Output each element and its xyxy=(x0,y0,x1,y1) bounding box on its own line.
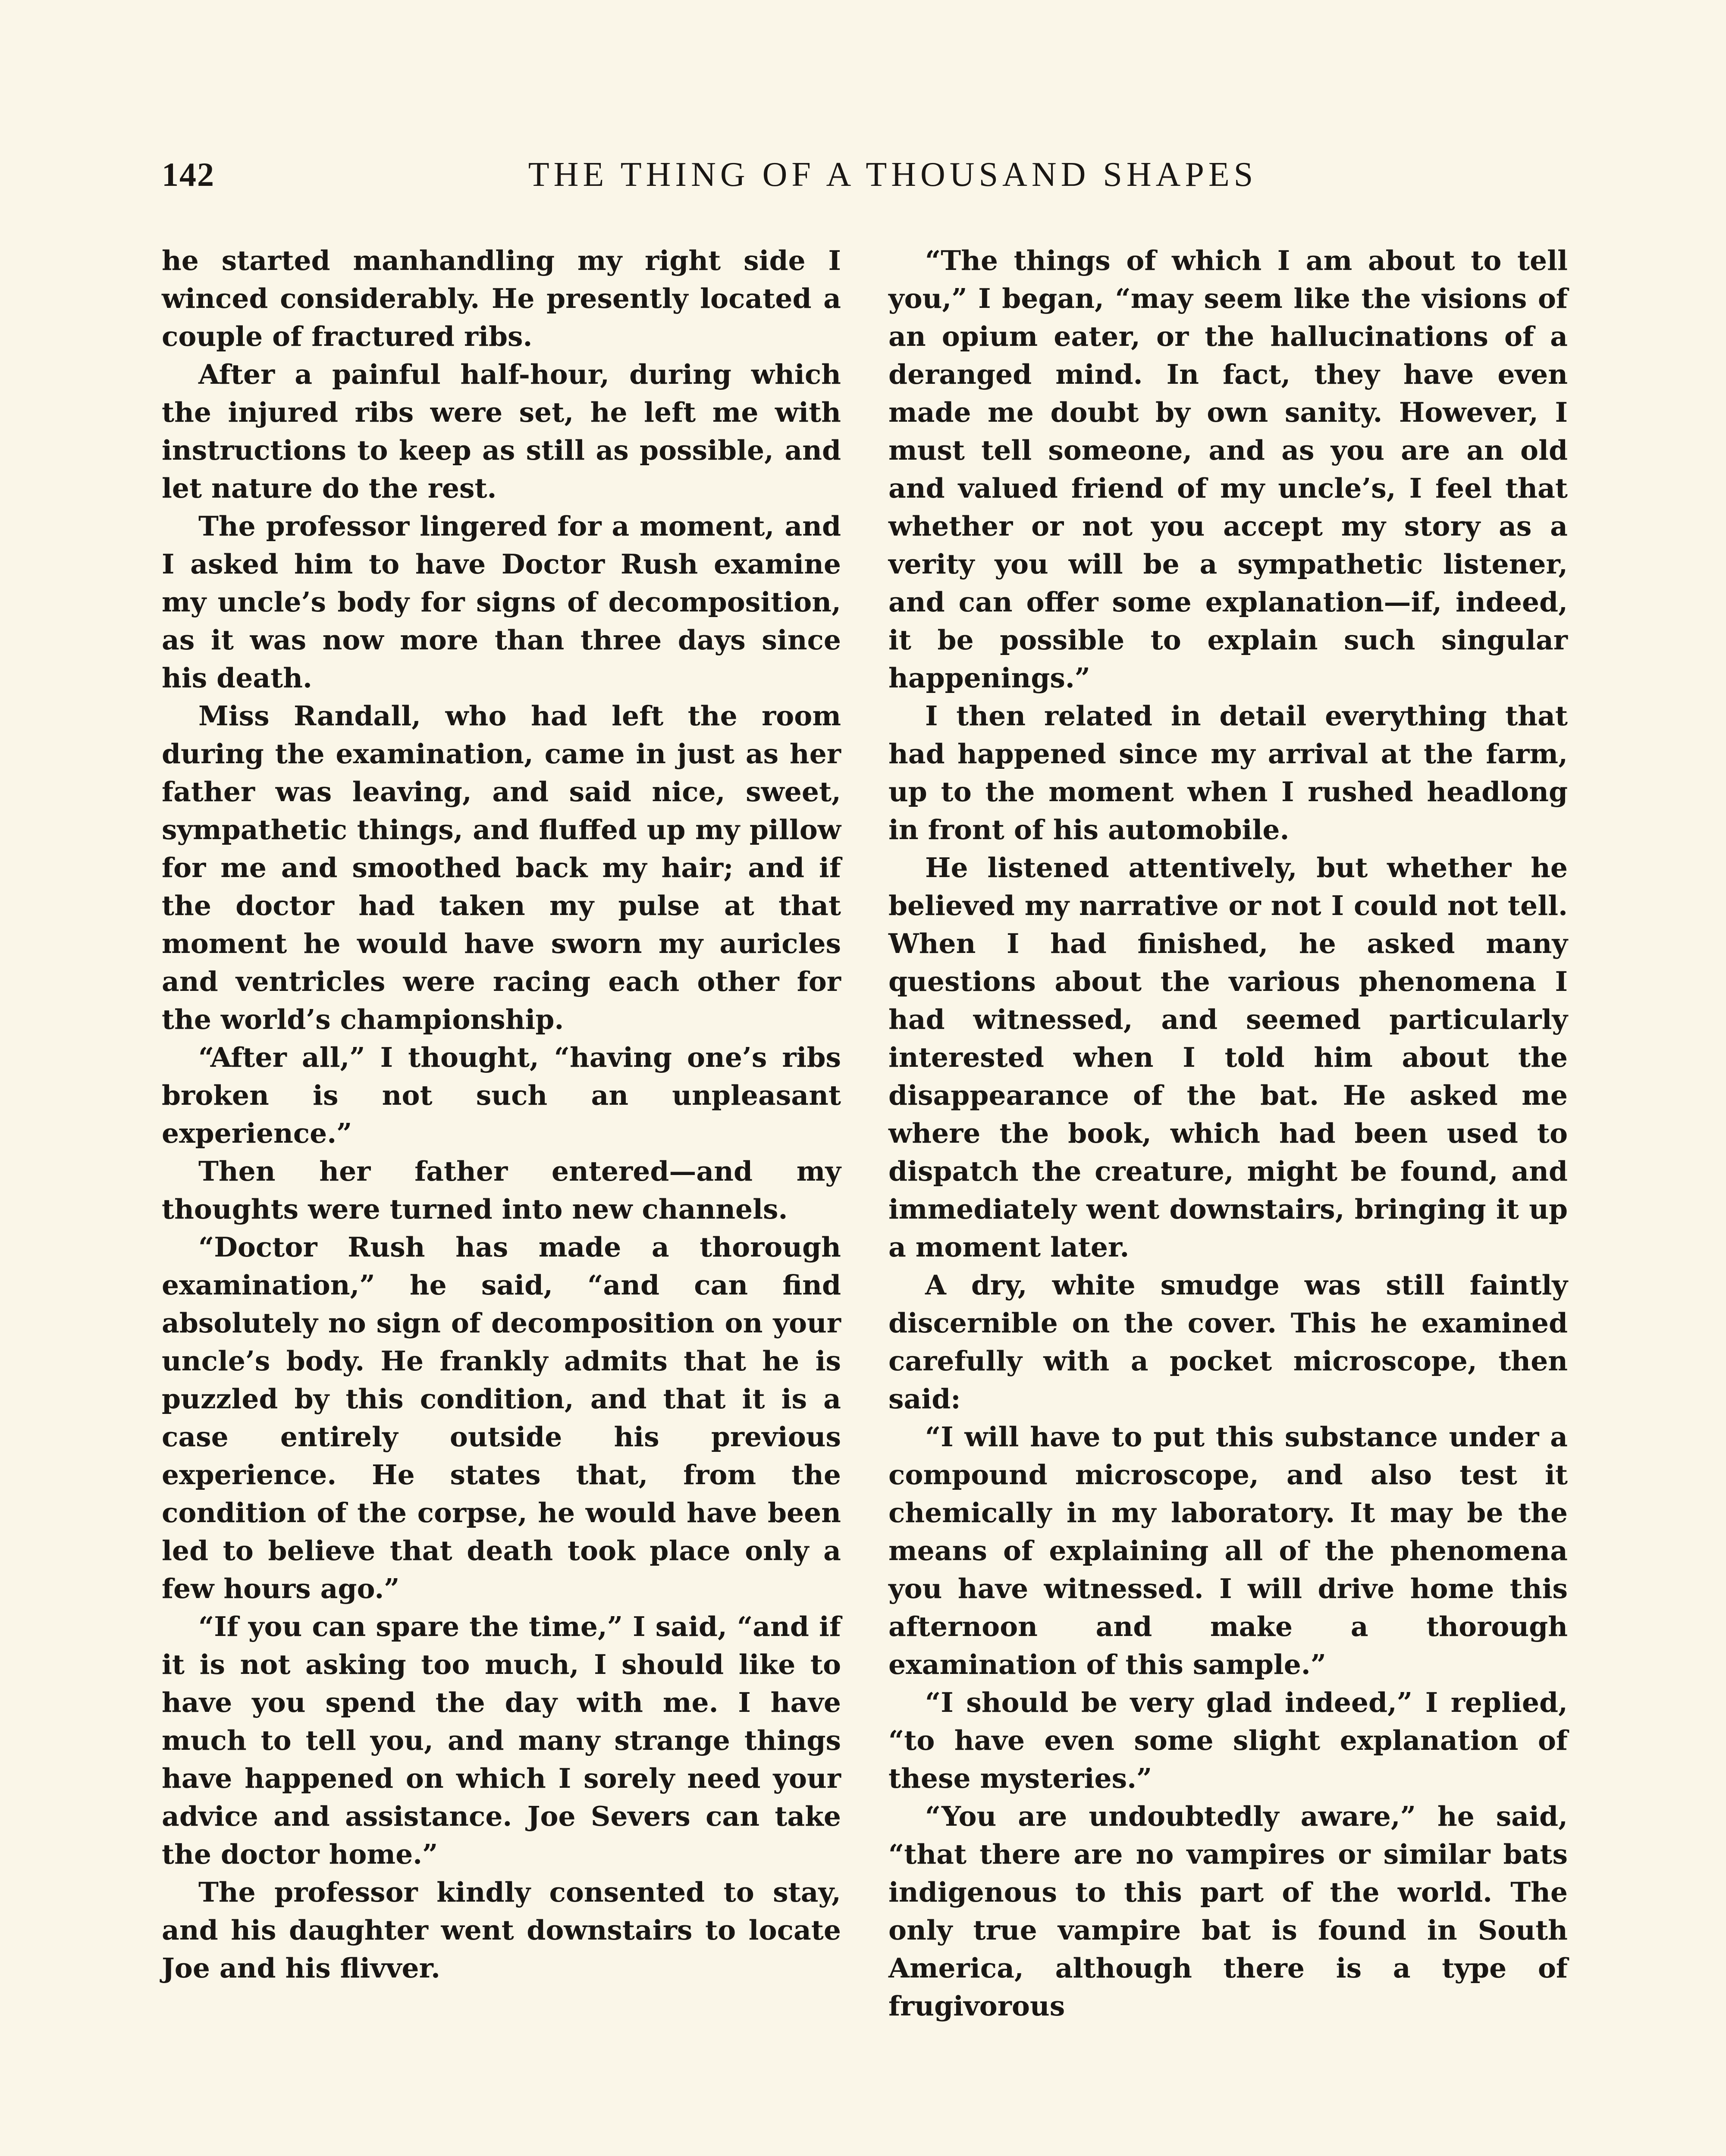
paragraph: “I will have to put this substance under a compound microscope, and also test it chemically in my laboratory. It may be the means of explaining all of the phenomena you have witnessed. I will drive home this afternoon and make a thorough examination of this sample.” xyxy=(888,1421,1568,1680)
paragraph: “The things of which I am about to tell you,” I began, “may seem like the visions of an opium eater, or the hallucinations of a deranged mind. In fact, they have even made me doubt by own sanity. However, I must tell someone, and as you are an old and valued friend of my uncle’s, I feel that whether or not you accept my story as a verity you will be a sympathetic listener, and can offer some explanation—if, indeed, it be possible to explain such singular happenings.” xyxy=(888,244,1568,694)
paragraph: he started manhandling my right side I winced considerably. He presently located a couple of fractured ribs. xyxy=(162,244,841,352)
paragraph: “I should be very glad indeed,” I replied, “to have even some slight explanation of these mysteries.” xyxy=(888,1686,1568,1794)
paragraph: “After all,” I thought, “having one’s ribs broken is not such an unpleasant experience.” xyxy=(162,1041,841,1149)
page-header xyxy=(162,155,1568,203)
paragraph: The professor lingered for a moment, and I asked him to have Doctor Rush examine my uncle’s body for signs of decomposition, as it was now more than three days since his death. xyxy=(162,510,841,694)
page-number: 142 xyxy=(162,156,215,193)
paragraph: Miss Randall, who had left the room during the examination, came in just as her father was leaving, and said nice, sweet, sympathetic things, and fluffed up my pillow for me and smoothed back my hair; and if the doctor had taken my pulse at that moment he would have sworn my auricles and ventricles were racing each other for the world’s championship. xyxy=(162,700,841,1035)
paragraph: He listened attentively, but whether he believed my narrative or not I could not tell. When I had finished, he asked many questions about the various phenomena I had witnessed, and seemed particularly interested when I told him about the disappearance of the bat. He asked me where the book, which had been used to dispatch the creature, might be found, and immediately went downstairs, bringing it up a moment later. xyxy=(888,852,1568,1263)
paragraph: “Doctor Rush has made a thorough examination,” he said, “and can find absolutely no sign of decomposition on your uncle’s body. He frankly admits that he is puzzled by this condition, and that it is a case entirely outside his previous experience. He states that, from the condition of the corpse, he would have been led to believe that death took place only a few hours ago.” xyxy=(162,1231,841,1604)
paragraph: “You are undoubtedly aware,” he said, “that there are no vampires or similar bats indigenous to this part of the world. The only true vampire bat is found in South America, although there is a type of frugivorous xyxy=(888,1800,1568,2022)
paragraph: I then related in detail everything that had happened since my arrival at the farm, up to the moment when I rushed headlong in front of his automobile. xyxy=(888,700,1568,846)
paragraph: The professor kindly consented to stay, and his daughter went downstairs to locate Joe and his flivver. xyxy=(162,1876,841,1984)
running-title: THE THING OF A THOUSAND SHAPES xyxy=(528,156,1258,194)
paragraph: “If you can spare the time,” I said, “and if it is not asking too much, I should like to have you spend the day with me. I have much to tell you, and many strange things have happened on which I sorely need your advice and assistance. Joe Severs can take the doctor home.” xyxy=(162,1611,841,1870)
text-column-right xyxy=(888,241,1568,2025)
text-column-left xyxy=(162,241,841,1987)
paragraph: After a painful half-hour, during which the injured ribs were set, he left me with instructions to keep as still as possible, and let nature do the rest. xyxy=(162,358,841,504)
paragraph: Then her father entered—and my thoughts were turned into new channels. xyxy=(162,1155,841,1225)
paragraph: A dry, white smudge was still faintly discernible on the cover. This he examined carefully with a pocket microscope, then said: xyxy=(888,1269,1568,1415)
